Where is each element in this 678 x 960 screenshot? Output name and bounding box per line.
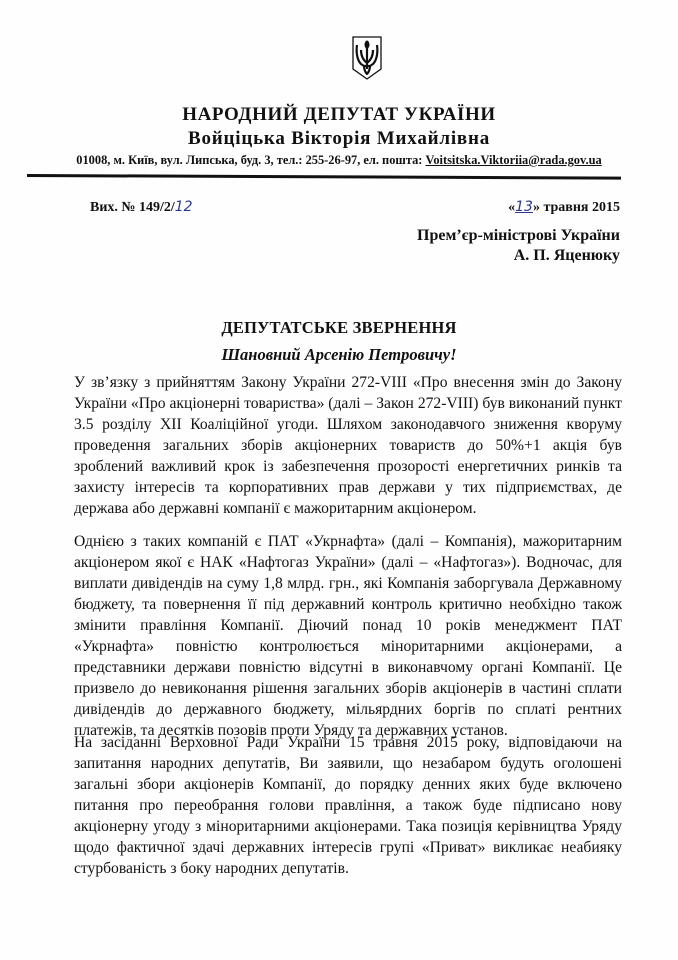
salutation: Шановний Арсенію Петровичу! — [221, 345, 457, 364]
recipient-position: Прем’єр-міністрові України — [417, 227, 620, 244]
outgoing-number — [90, 199, 193, 216]
body-paragraph-3: На засіданні Верховної Ради України 15 травня 2015 року, відповідаючи на запитання народних депутатів, Ви заявили, що незабаром будуть оголошені загальні збори акціонерів Компанії, до порядку денних яких буде включено питання про переобрання голови правління, а також буде підписано нову акціонерну угоду з міноритарними акціонерами. Така позиція керівництва Уряду щодо фактичної здачі державних інтересів групі «Приват» викликає неабияку стурбованість з боку народних депутатів. — [74, 734, 622, 877]
document-title: ДЕПУТАТСЬКЕ ЗВЕРНЕННЯ — [221, 318, 457, 337]
letterhead-title: НАРОДНИЙ ДЕПУТАТ УКРАЇНИ — [182, 104, 496, 125]
body-paragraph-2: Однією з таких компаній є ПАТ «Укрнафта» (далі – Компанія), мажоритарним акціонером якої є НАК «Нафтогаз України» (далі – «Нафтогаз»). Водночас, для виплати дивідендів на суму 1,8 млрд. грн., які Компанія заборгувала Державному бюджету, та повернення її під державний контроль критично необхідно також змінити правління Компанії. Діючий понад 10 років менеджмент ПАТ «Укрнафта» повністю контролюється міноритарними акціонерами, а представники держави повністю відсутні в виконавчому органі Компанії. Це призвело до невиконання рішення загальних зборів акціонерів в частині сплати дивідендів до державного бюджету, мільярдних боргів по сплаті рентних платежів, та десятків позовів проти Уряду та державних установ. — [74, 533, 622, 739]
body-paragraph-1: У зв’язку з прийняттям Закону України 272-VIII «Про внесення змін до Закону України «Про акціонерні товариства» (далі – Закон 272-VIII) був виконаний пункт 3.5 розділу XII Коаліційної угоди. Шляхом законодавчого зниження кворуму проведення загальних зборів акціонерних товариств до 50%+1 акція був зроблений важливий крок із забезпечення прозорості енергетичних ринків та захисту інтересів та корпоративних прав держави у тих підприємствах, де держава або державні компанії є мажоритарним акціонером. — [74, 374, 622, 517]
outgoing-label: Вих. № 149/2/ — [90, 200, 175, 215]
address-text: 01008, м. Київ, вул. Липська, буд. 3, тел.: 255-26-97, ел. пошта: — [76, 153, 426, 167]
email-link[interactable]: Voitsitska.Viktoriia@rada.gov.ua — [425, 153, 602, 167]
outgoing-handwritten-number: 12 — [174, 199, 193, 215]
recipient-block — [417, 226, 620, 266]
deputy-name: Войціцька Вікторія Михайлівна — [187, 128, 491, 149]
date-day-handwritten: 13 — [515, 199, 533, 215]
trident-emblem-icon — [352, 36, 382, 80]
letter-date — [508, 199, 620, 216]
header-divider — [27, 174, 621, 180]
date-open-quote: « — [508, 200, 516, 215]
date-month-year: » травня 2015 — [532, 200, 620, 215]
recipient-name: А. П. Яценюку — [513, 247, 620, 264]
contact-address — [0, 153, 678, 168]
